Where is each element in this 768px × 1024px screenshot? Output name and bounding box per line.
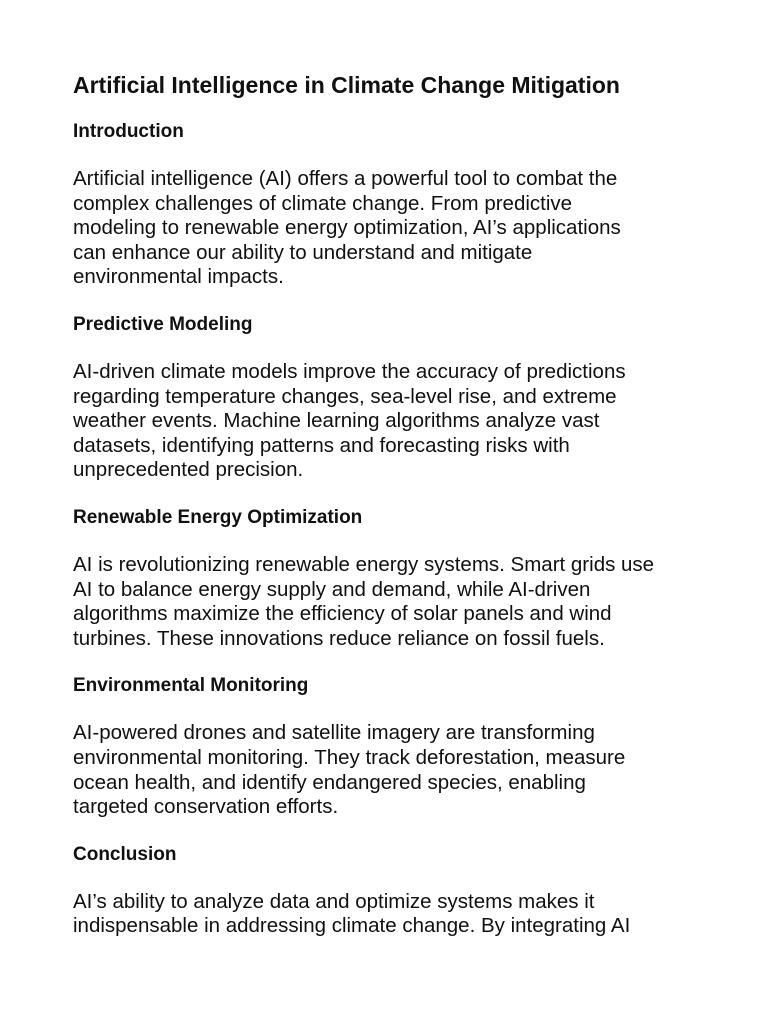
section-heading: Introduction: [73, 121, 184, 142]
section-paragraph: [73, 167, 713, 290]
section-predictive-modeling: [73, 313, 713, 483]
text-line: modeling to renewable energy optimization, AI’s applications: [73, 216, 621, 240]
section-heading: Predictive Modeling: [73, 313, 253, 335]
text-line: targeted conservation efforts.: [73, 795, 339, 819]
text-line: turbines. These innovations reduce reliance on fossil fuels.: [73, 626, 605, 650]
text-line: AI-powered drones and satellite imagery are transforming: [73, 721, 595, 745]
text-line: datasets, identifying patterns and forecasting risks with: [73, 433, 570, 457]
section-paragraph: [73, 553, 713, 651]
section-introduction: [73, 120, 713, 290]
text-line: AI to balance energy supply and demand, while AI-driven: [73, 577, 591, 601]
text-line: weather events. Machine learning algorithms analyze vast: [73, 409, 600, 433]
text-line: complex challenges of climate change. From predictive: [73, 191, 573, 215]
text-line: regarding temperature changes, sea-level rise, and extreme: [73, 384, 617, 408]
text-line: AI is revolutionizing renewable energy systems. Smart grids use: [73, 552, 655, 576]
text-line: unprecedented precision.: [73, 458, 304, 482]
text-line: can enhance our ability to understand and mitigate: [73, 240, 533, 264]
document-title: Artificial Intelligence in Climate Change Mitigation: [73, 72, 620, 98]
section-environmental-monitoring: [73, 674, 713, 819]
text-line: algorithms maximize the efficiency of solar panels and wind: [73, 602, 612, 626]
text-line: environmental impacts.: [73, 265, 284, 289]
text-line: indispensable in addressing climate change. By integrating AI: [73, 914, 631, 938]
section-paragraph: [73, 721, 713, 819]
document-page: [73, 70, 713, 962]
section-paragraph: [73, 890, 713, 939]
section-heading: Environmental Monitoring: [73, 675, 309, 697]
section-conclusion: [73, 843, 713, 939]
section-heading: Conclusion: [73, 843, 177, 865]
text-line: ocean health, and identify endangered species, enabling: [73, 770, 586, 794]
text-line: AI’s ability to analyze data and optimize systems makes it: [73, 889, 595, 913]
section-paragraph: [73, 360, 713, 483]
text-line: Artificial intelligence (AI) offers a powerful tool to combat the: [73, 167, 618, 190]
text-line: AI-driven climate models improve the accuracy of predictions: [73, 359, 626, 383]
section-renewable-energy: [73, 506, 713, 651]
text-line: environmental monitoring. They track deforestation, measure: [73, 745, 626, 769]
section-heading: Renewable Energy Optimization: [73, 506, 363, 528]
